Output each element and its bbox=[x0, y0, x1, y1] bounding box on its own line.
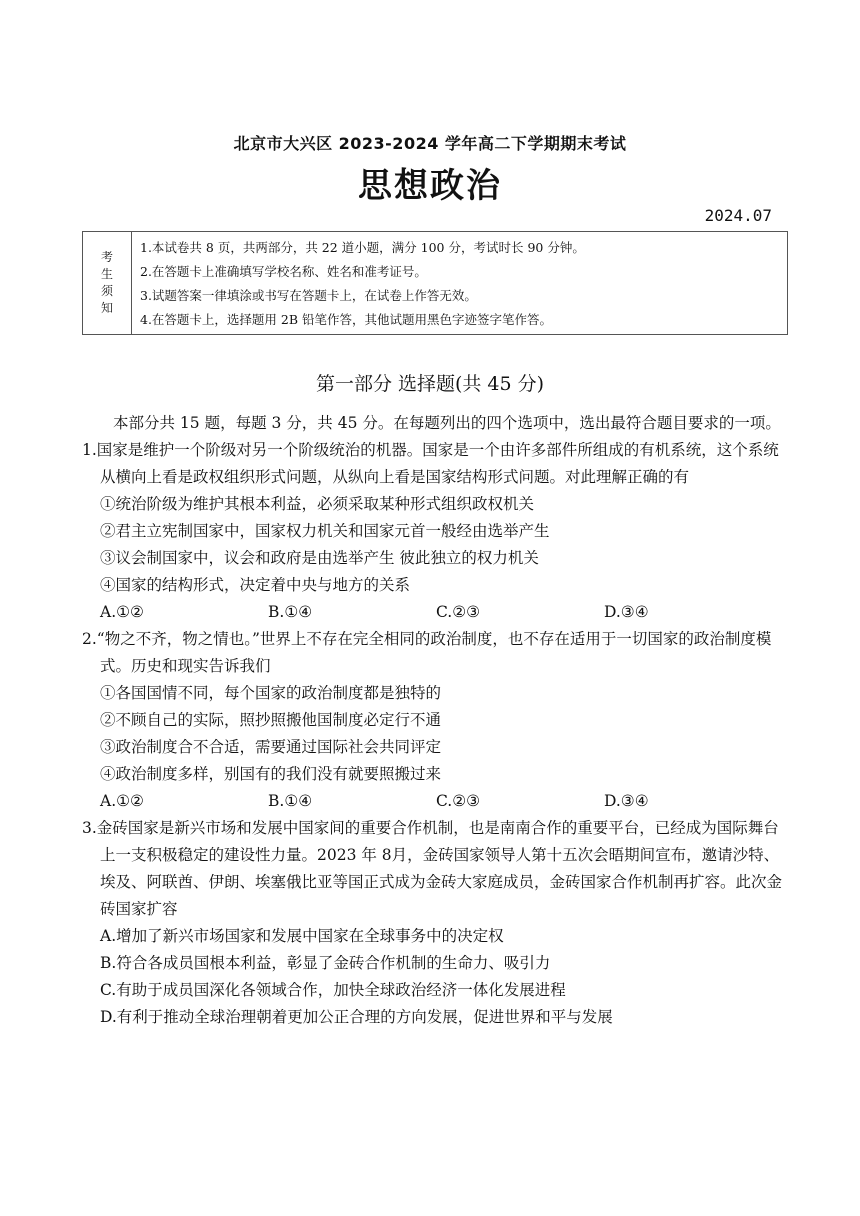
notice-side-label bbox=[83, 232, 132, 334]
statement: ④政治制度多样，别国有的我们没有就要照搬过来 bbox=[100, 765, 442, 783]
notice-item: 2.在答题卡上准确填写学校名称、姓名和准考证号。 bbox=[140, 264, 427, 279]
statement: ③政治制度合不合适，需要通过国际社会共同评定 bbox=[100, 738, 442, 756]
question-stem: 3.金砖国家是新兴市场和发展中国家间的重要合作机制，也是南南合作的重要平台，已经成为国际舞台上一支积极稳定的建设性力量。2023 年 8月，金砖国家领导人第十五次会晤期间宣布，邀请沙特、埃及、阿联酋、伊朗、埃塞俄比亚等国正式成为金砖大家庭成员，金砖国家合作机制再扩容。此次金砖国家扩容 bbox=[82, 819, 783, 918]
notice-item: 1.本试卷共 8 页，共两部分，共 22 道小题，满分 100 分，考试时长 90 分钟。 bbox=[140, 240, 585, 255]
answer-choices bbox=[82, 788, 788, 815]
choice-c: C.②③ bbox=[436, 792, 481, 810]
notice-item: 4.在答题卡上，选择题用 2B 铅笔作答，其他试题用黑色字迹签字笔作答。 bbox=[140, 312, 553, 327]
notice-side-char: 知 bbox=[100, 301, 113, 315]
choice-b: B.符合各成员国根本利益，彰显了金砖合作机制的生命力、吸引力 bbox=[100, 954, 551, 972]
exam-title: 北京市大兴区 2023-2024 学年高二下学期期末考试 bbox=[233, 134, 627, 153]
choice-a: A.①② bbox=[100, 603, 144, 621]
choice-a: A.①② bbox=[100, 792, 144, 810]
statement: ①统治阶级为维护其根本利益，必须采取某种形式组织政权机关 bbox=[100, 495, 535, 513]
choice-d: D.有利于推动全球治理朝着更加公正合理的方向发展，促进世界和平与发展 bbox=[100, 1008, 613, 1026]
choice-b: B.①④ bbox=[268, 603, 313, 621]
notice-side-char: 须 bbox=[100, 284, 113, 298]
choice-b: B.①④ bbox=[268, 792, 313, 810]
notice-side-char: 生 bbox=[100, 267, 113, 281]
question-2 bbox=[82, 626, 788, 815]
subject-title: 思想政治 bbox=[358, 166, 502, 206]
notice-items bbox=[132, 232, 787, 334]
question-3 bbox=[82, 815, 788, 1031]
choice-c: C.有助于成员国深化各领域合作，加快全球政治经济一体化发展进程 bbox=[100, 981, 566, 999]
notice-item: 3.试题答案一律填涂或书写在答题卡上，在试卷上作答无效。 bbox=[140, 288, 477, 303]
exam-date: 2024.07 bbox=[704, 206, 772, 225]
question-stem: 2.“物之不齐，物之情也。”世界上不存在完全相同的政治制度，也不存在适用于一切国家的政治制度模式。历史和现实告诉我们 bbox=[82, 630, 772, 675]
question-stem: 1.国家是维护一个阶级对另一个阶级统治的机器。国家是一个由许多部件所组成的有机系统，这个系统从横向上看是政权组织形式问题，从纵向上看是国家结构形式问题。对此理解正确的有 bbox=[82, 441, 779, 486]
candidate-notice-box bbox=[82, 231, 788, 335]
choice-a: A.增加了新兴市场国家和发展中国家在全球事务中的决定权 bbox=[100, 927, 504, 945]
answer-choices bbox=[82, 599, 788, 626]
statement: ①各国国情不同，每个国家的政治制度都是独特的 bbox=[100, 684, 442, 702]
choice-c: C.②③ bbox=[436, 603, 481, 621]
choice-d: D.③④ bbox=[604, 792, 649, 810]
question-content bbox=[82, 410, 788, 1031]
notice-side-char: 考 bbox=[100, 250, 113, 264]
statement: ②君主立宪制国家中，国家权力机关和国家元首一般经由选举产生 bbox=[100, 522, 550, 540]
statement: ④国家的结构形式，决定着中央与地方的关系 bbox=[100, 576, 411, 594]
choice-d: D.③④ bbox=[604, 603, 649, 621]
part1-title: 第一部分 选择题(共 45 分) bbox=[315, 373, 545, 395]
statement: ②不顾自己的实际，照抄照搬他国制度必定行不通 bbox=[100, 711, 442, 729]
statement: ③议会制国家中，议会和政府是由选举产生 彼此独立的权力机关 bbox=[100, 549, 539, 567]
question-1 bbox=[82, 437, 788, 626]
part1-intro: 本部分共 15 题，每题 3 分，共 45 分。在每题列出的四个选项中，选出最符合题目要求的一项。 bbox=[113, 414, 781, 432]
